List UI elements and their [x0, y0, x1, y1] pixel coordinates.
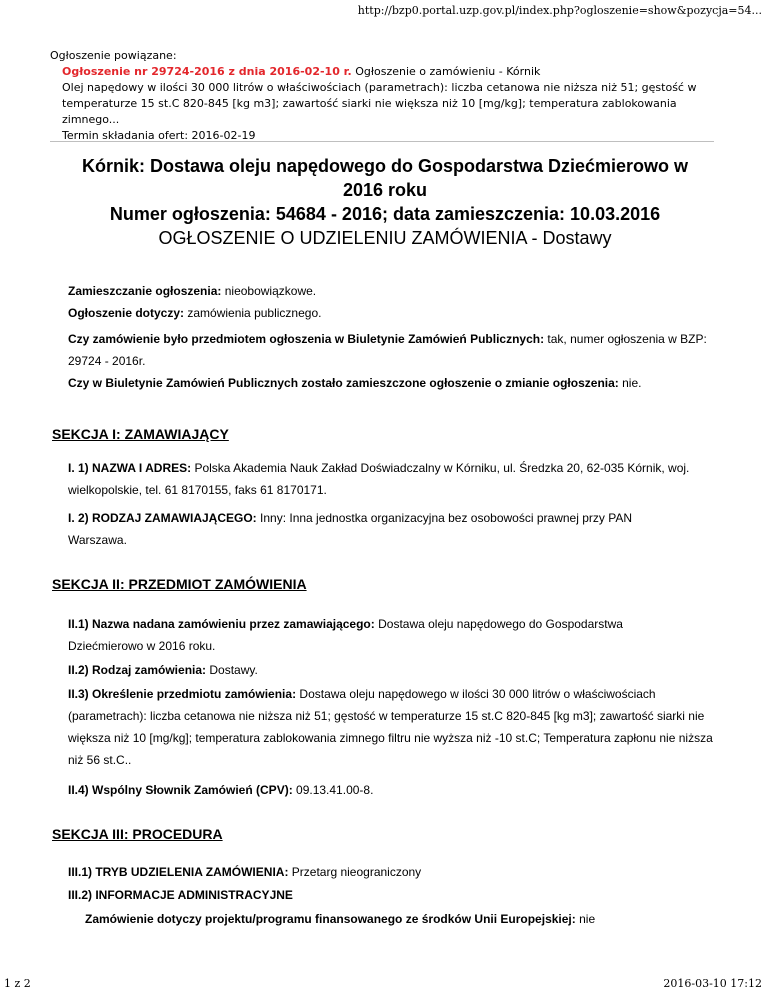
intro-item: Czy zamówienie było przedmiotem ogłoszenia w Biuletynie Zamówień Publicznych: tak, numer ogłoszenia w BZP: 29724 - 2016r. [68, 332, 707, 368]
section-item: II.3) Określenie przedmiotu zamówienia: Dostawa oleju napędowego w ilości 30 000 litrów o właściwościach (parametrach): liczba cetanowa nie niższa niż 51; gęstość w temperaturze 15 st.C 820-845 [kg m3]; zawartość siarki nie większa niż 10 [mg/kg]; temperatura zablokowania zimnego filtru nie wyższa niż -10 st.C; Temperatura zapłonu nie niższa niż 56 st.C.. [68, 687, 713, 767]
intro-item: Zamieszczanie ogłoszenia: nieobowiązkowe. [68, 284, 317, 298]
section-item: III.2) INFORMACJE ADMINISTRACYJNE [68, 888, 293, 902]
section-item: II.2) Rodzaj zamówienia: Dostawy. [68, 663, 258, 677]
title-line-2: Numer ogłoszenia: 54684 - 2016; data zamieszczenia: 10.03.2016 [109, 204, 661, 224]
section-item: I. 1) NAZWA I ADRES: Polska Akademia Nauk Zakład Doświadczalny w Kórniku, ul. Średzka 20, 62-035 Kórnik, woj. wielkopolskie, tel. 61 8170155, faks 61 8170171. [68, 461, 690, 497]
section-heading: SEKCJA II: PRZEDMIOT ZAMÓWIENIA [52, 576, 307, 592]
related-description: Olej napędowy w ilości 30 000 litrów o właściwościach (parametrach): liczba cetanowa nie niższa niż 51; gęstość w temperaturze 15 st.C 820-845 [kg m3]; zawartość siarki nie większa niż 10 [mg/kg]; temperatura zablokowania zimnego... [62, 81, 697, 126]
section-item: I. 2) RODZAJ ZAMAWIAJĄCEGO: Inny: Inna jednostka organizacyjna bez osobowości prawnej przy PAN Warszawa. [68, 511, 632, 547]
intro-item: Czy w Biuletynie Zamówień Publicznych zostało zamieszczone ogłoszenie o zmianie ogłoszenia: nie. [68, 376, 642, 390]
section-heading: SEKCJA III: PROCEDURA [52, 826, 223, 842]
page-url: http://bzp0.portal.uzp.gov.pl/index.php?ogloszenie=show&pozycja=54... [357, 4, 762, 17]
section-heading: SEKCJA I: ZAMAWIAJĄCY [52, 426, 229, 442]
related-deadline: Termin składania ofert: 2016-02-19 [62, 129, 256, 142]
section-item: Zamówienie dotyczy projektu/programu finansowanego ze środków Unii Europejskiej: nie [85, 912, 596, 926]
section-item: II.1) Nazwa nadana zamówieniu przez zamawiającego: Dostawa oleju napędowego do Gospodarstwa Dziećmierowo w 2016 roku. [68, 617, 623, 653]
related-notice [50, 48, 730, 144]
divider [50, 141, 714, 142]
intro-item: Ogłoszenie dotyczy: zamówienia publicznego. [68, 306, 322, 320]
page-title [60, 154, 710, 250]
page-number: 1 z 2 [4, 977, 31, 990]
title-line-3: OGŁOSZENIE O UDZIELENIU ZAMÓWIENIA - Dostawy [158, 228, 612, 248]
title-line-1: Kórnik: Dostawa oleju napędowego do Gospodarstwa Dziećmierowo w 2016 roku [81, 156, 689, 200]
related-notice-link[interactable]: Ogłoszenie nr 29724-2016 z dnia 2016-02-10 r. [62, 65, 352, 78]
section-item: III.1) TRYB UDZIELENIA ZAMÓWIENIA: Przetarg nieograniczony [68, 865, 422, 879]
related-header: Ogłoszenie powiązane: [50, 49, 177, 62]
section-item: II.4) Wspólny Słownik Zamówień (CPV): 09.13.41.00-8. [68, 783, 374, 797]
related-body [50, 64, 730, 144]
print-datetime: 2016-03-10 17:12 [663, 977, 762, 990]
related-notice-suffix: Ogłoszenie o zamówieniu - Kórnik [351, 65, 541, 78]
